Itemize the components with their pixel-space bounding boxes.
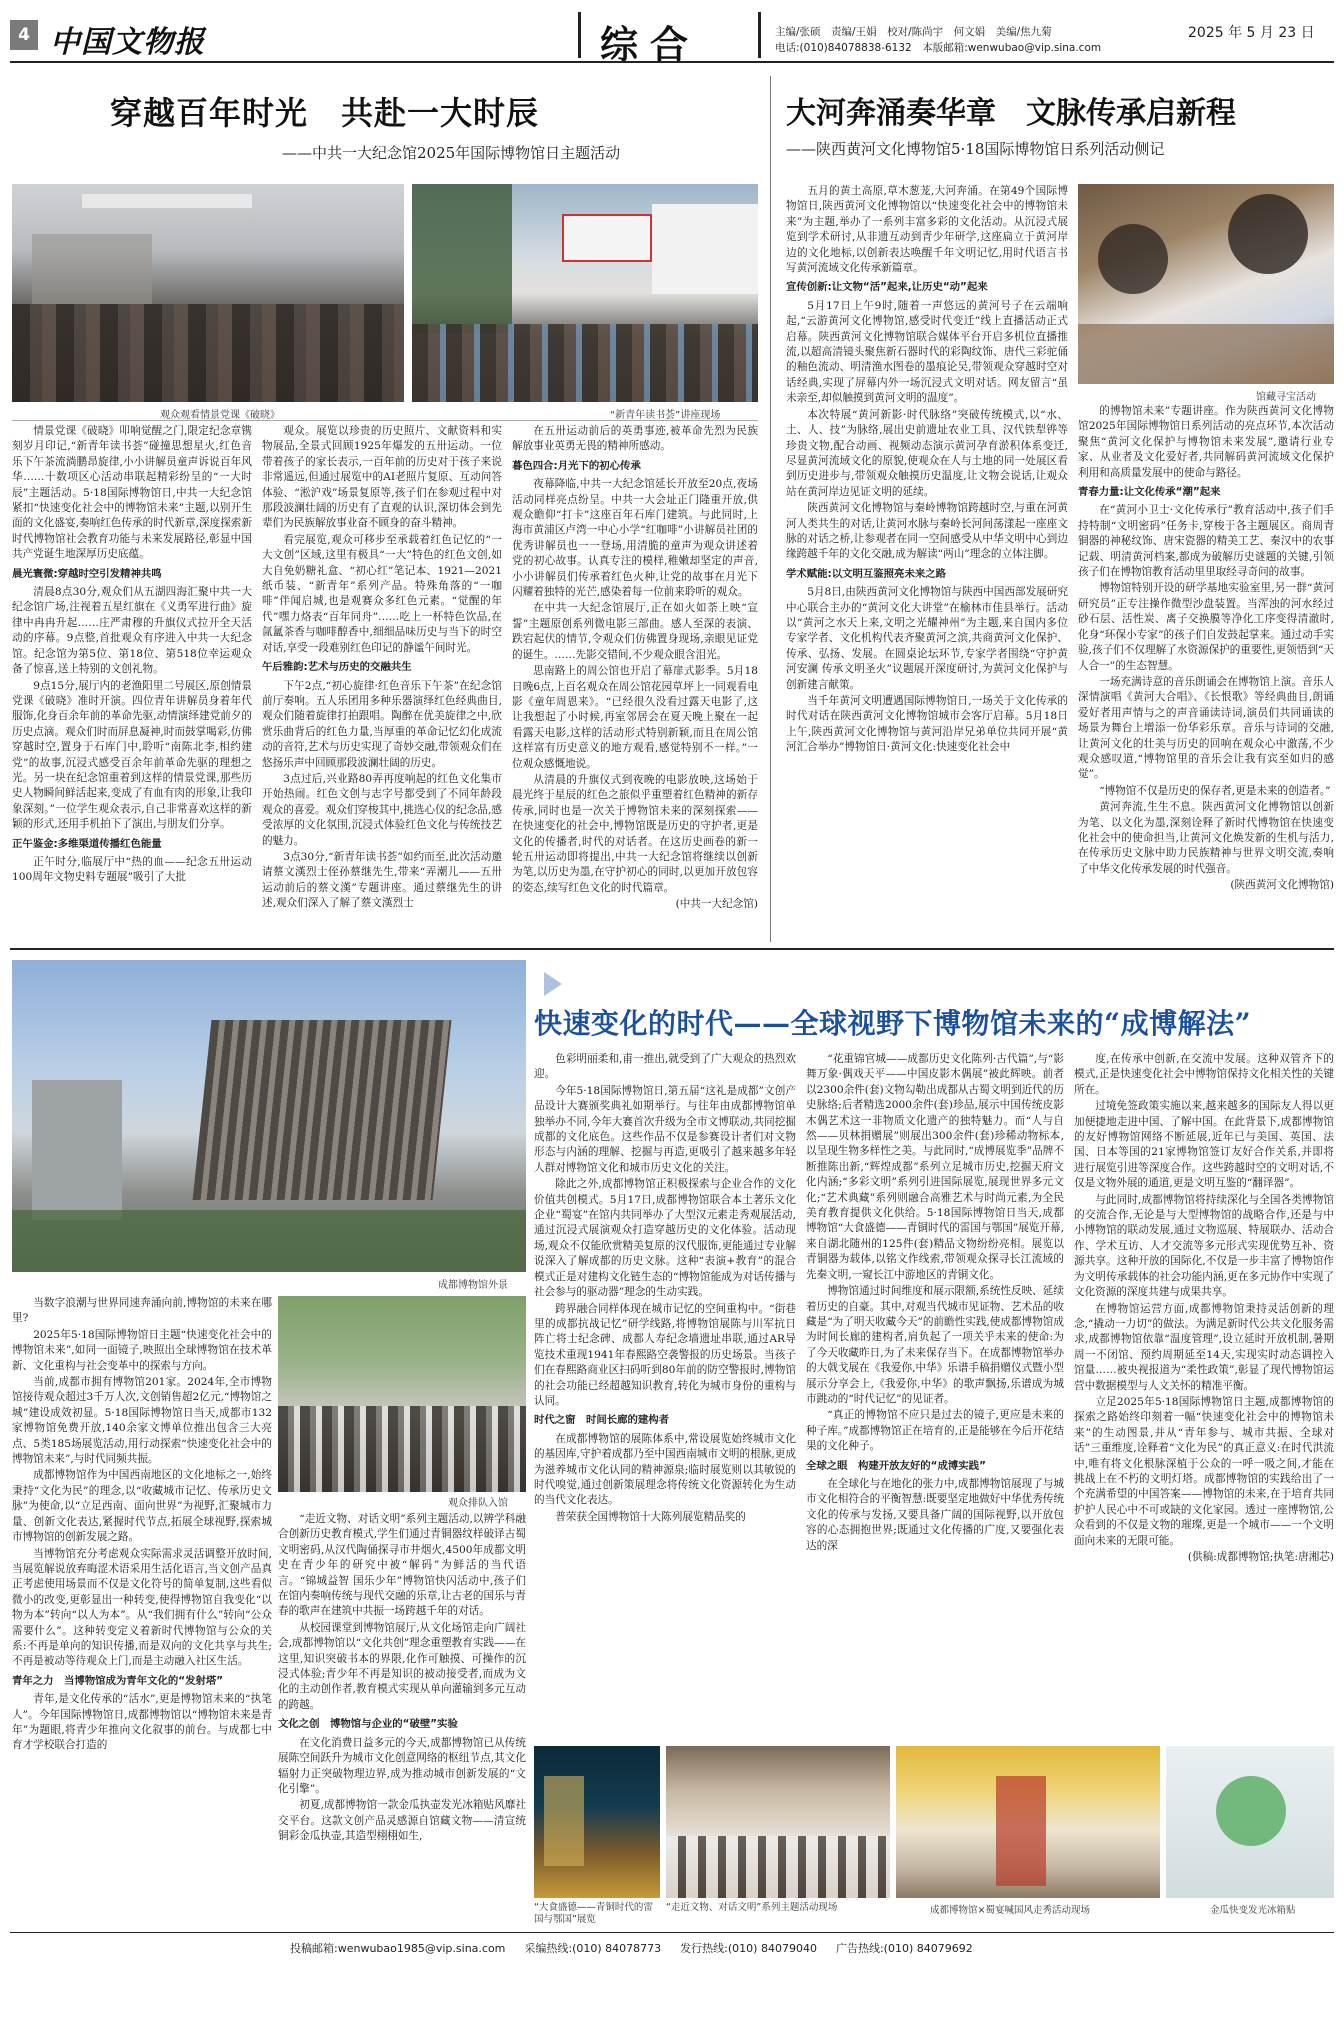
source-credit: (陕西黄河文化博物馆) xyxy=(1230,879,1334,892)
paragraph: 在“黄河小卫士·文化传承行”教育活动中,孩子们手持特制“文明密码”任务卡,穿梭于各主题展区。商周青铜器的神秘纹饰、唐宋瓷器的精美工艺、秦汉中的农事记载、明清黄河档案,都成为破解历史谜题的关键,引领孩子们在博物馆教育活动里里取经寻奇问的故事。 xyxy=(1078,504,1334,579)
paragraph: 2025年5·18国际博物馆日主题“快速变化社会中的博物馆未来”,如同一面镜子,映照出全球博物馆在技术革新、文化重构与社会变革中的探索与方向。 xyxy=(12,1328,272,1372)
section-heading: 正午鉴金:多维渠道传播红色能量 xyxy=(12,837,162,850)
photo-museum-exterior xyxy=(12,960,526,1272)
paragraph: 5月8日,由陕西黄河文化博物馆与陕西中国西部发展研究中心联合主办的“黄河文化大讲堂”在榆林市佳县举行。活动以“黄河之水天上来,文明之光耀神州”为主题,来自国内多位专家学者、文化机构代表齐聚黄河之滨,共商黄河文化保护、传承、弘扬、发展。在圆桌论坛环节,专家学者围绕“守护黄河安澜 传承文明圣火”议题展开深度研讨,为黄河文化保护与创新建言献策。 xyxy=(786,586,1068,691)
paragraph: 陕西黄河文化博物馆与秦岭博物馆跨越时空,与重在河黄河人类共生的对话,让黄河水脉与秦岭长河间荡漾起一座座文脉的对话之桥,让参观者在同一空间感受从中华文明中心到边缘跨越千年的文化交融,成为解读“两山”理念的立体注脚。 xyxy=(786,502,1068,561)
masthead-divider-left xyxy=(578,12,581,58)
footer-editorial-hotline: 采编热线:(010) 84078773 xyxy=(524,1942,662,1955)
article3-column-4 xyxy=(806,1052,1064,1740)
section-name: 综合 xyxy=(600,22,701,67)
page-number: 4 xyxy=(10,20,38,50)
paragraph: 在全球化与在地化的张力中,成都博物馆展现了与城市文化相符合的平衡智慧:既要坚定地做好中华优秀传统文化的传承与发扬,又要具备广阔的国际视野,以开放包容的心态拥抱世界;既通过文化传播的广度,又要强化表达的深 xyxy=(806,1477,1064,1552)
paragraph: “走近文物、对话文明”系列主题活动,以辨学科融合创新历史教育模式,学生们通过青铜器纹样破译古蜀文明密码,从汉代陶俑探寻市井烟火,4500年成都文明史在青少年的研究中被“解码”为鲜活的当代语言。“锦城益智 国乐少年”博物馆快闪活动中,孩子们在馆内奏响传统与现代交融的乐章,让古老的国乐与青春的歌声在建筑中共振一场跨越千年的对话。 xyxy=(278,1513,526,1618)
photo-treasure-hunt xyxy=(1078,184,1334,384)
footer-email: 投稿邮箱:wenwubao1985@vip.sina.com xyxy=(290,1942,506,1955)
section-heading: 时代之窗 时间长廊的建构者 xyxy=(534,1414,670,1427)
paragraph: 今年5·18国际博物馆日,第五届“这礼是成都”文创产品设计大赛颁奖典礼如期举行。与往年由成都博物馆单独举办不同,今年大赛首次升级为全市文博联动,共同挖掘成都的文化底色。这些作品不仅是参赛设计者们对文物形态与内涵的理解、挖掘与再造,更吸引了越来越多年轻人群对博物馆文化和城市历史文化的关注。 xyxy=(534,1084,796,1174)
paragraph: 思南路上的周公馆也开启了幕扉式影季。5月18日晚6点,上百名观众在周公馆花园草坪上一同观看电影《童年周恩来》。“已经很久没看过露天电影了,这让我想起了小时候,再室邻居会在夏天晚上聚在一起看露天电影,这样的活动形式特别新颖,而且在周公馆这样富有历史意义的地方观看,感觉特别不一样。”一位观众感慨地说。 xyxy=(512,665,758,770)
paragraph: 黄河奔流,生生不息。陕西黄河文化博物馆以创新为笔、以文化为墨,深刻诠释了新时代博物馆在快速变化社会中的使命担当,让黄河文化焕发新的生机与活力,在传承历史文脉中助力民族精神与世界文明交流,奏响了中华文化传承发展的时代强音。 xyxy=(1078,801,1334,875)
paragraph: 当千年黄河文明遭遇国际博物馆日,一场关于文化传承的时代对话在陕西黄河文化博物馆城市会客厅启幕。5月18日上午,陕西黄河文化博物馆与黄河沿岸兄弟单位共同开展“黄河汇合举办”博物馆日·黄河文化:快速变化社会中 xyxy=(786,695,1068,754)
caption-queue: 观众排队入馆 xyxy=(448,1498,508,1509)
arrow-icon xyxy=(544,972,562,996)
paragraph: 正午时分,临展厅中“热的血——纪念五卅运动100周年文物史料专题展”吸引了大批 xyxy=(12,855,252,884)
paragraph: 当前,成都市拥有博物馆201家。2024年,全市博物馆接待观众超过3千万人次,文创销售超2亿元,“博物馆之城”建设成效初显。5·18国际博物馆日当天,成都市132家博物馆免费开放,140余家文博单位推出包含三大亮点、5类185场展览活动,用行动探索“快速变化社会中的博物馆未来”,与时代同频共振。 xyxy=(12,1376,272,1466)
masthead-divider-right xyxy=(758,12,761,58)
article2-column-2 xyxy=(1078,404,1334,936)
article-separator xyxy=(10,948,1334,950)
footer-distribution-hotline: 发行热线:(010) 84079040 xyxy=(680,1942,817,1955)
photo-audience-class xyxy=(12,184,404,402)
paragraph: 夜幕降临,中共一大纪念馆延长开放至20点,夜场活动同样亮点纷呈。中共一大会址正门隆重开放,供观众瞻仰“打卡”这座百年石库门建筑。与此同时,上海市黄浦区卢湾一中心小学“红咖啡”小讲解员社团的优秀讲解员也一一登场,用清脆的童声为观众讲述着党的初心故事。认真专注的模样,稚嫩却坚定的声音,小小讲解员们传承着红色火种,让党的故事在月光下闪耀着独特的光芒,感染着每一位前来聆听的观众。 xyxy=(512,478,758,599)
paragraph: 博物馆通过时间维度和展示限额,系统性反映、延续着历史的自豪。其中,对观当代城市见证物、艺术品的收藏是“为了明天收藏今天”的前瞻性实践,使成都博物馆成为时间长廊的建构者,肩负起了一项关乎未来的使命:为了今天收藏昨日,为了未来保存当下。在成都博物馆举办的大戟戈展在《我爱你,中华》乐谱手稿捐赠仪式暨小型展示分享会上,《我爱你,中华》的歌声飘扬,乐谱成为城市跳动的“时代记忆”的见证者。 xyxy=(806,1285,1064,1405)
paragraph: 跨界融合同样体现在城市记忆的空间重构中。“街巷里的成都抗战记忆”研学线路,将博物馆展陈与川军抗日阵亡将士纪念碑、成都人寿纪念墙遗址串联,通过AR导览技术重现1941年春熙路空袭警报的历史场景。当孩子们在春熙路商业区扫码听到80年前的防空警报时,博物馆的社会功能已经超越知识教育,转化为城市身份的重构与认同。 xyxy=(534,1302,796,1407)
article3-title: 快速变化的时代——全球视野下博物馆未来的“成博解法” xyxy=(534,1007,1252,1040)
paragraph: 普荣获全国博物馆十大陈列展览精品奖的 xyxy=(555,1510,746,1523)
section-heading: 全球之眼 构建开放友好的“成博实践” xyxy=(806,1459,986,1472)
paragraph: 立足2025年5·18国际博物馆日主题,成都博物馆的探索之路始终印刻着一幅“快速变化社会中的博物馆未来”的生动图景,并从“青年参与、城市共振、全球对话”三重维度,诠释着“文化为民”的真正意义:在时代洪流中,唯有将文化根脉深植于公众的一呼一吸之间,才能在挑战上在不朽的文明灯塔。成都博物馆的实践给出了一个充满希望的中国答案——博物馆的未来,在于培育共同护护人民心中不可或缺的文化家园。透过一座博物馆,公众看到的不仅是文物的璀璨,更是一个城市——一个文明面向未来的无限可能。 xyxy=(1074,1395,1334,1547)
masthead xyxy=(0,0,1344,67)
source-credit: (中共一大纪念馆) xyxy=(675,898,758,911)
caption-bronze: “大食盛德——青铜时代的雷国与鄂国”展览 xyxy=(534,1902,653,1925)
editors-line-1: 主编/张硕 责编/王娟 校对/陈尚宇 何文娟 美编/焦九菊 xyxy=(775,26,1052,38)
paragraph: 看完展览,观众可移步至承载着红色记忆的“一大文创”区域,这里有极具“一大”特色的红色文创,如大自免奶糖礼盒、“初心红”笔记本、1921—2021纸币装、“新青年”系列产品。特殊角落的“一咖啡”伴闻启城,也是观赛众多红色元素。“觉醒的年代”嘿力烙表“百年同舟”……吃上一杯特色饮品,在氤氲茶香与咖啡醇香中,细细品味历史与当下的时空对话,享受一段难别红色印记的静谧午间时光。 xyxy=(262,533,502,654)
paragraph: “花重锦官城——成都历史文化陈列·古代篇”,与“影舞万象·偶戏天平——中国皮影木偶展”被此辉映。前者以2300余件(套)文物勾勒出成都从古蜀文明到近代的历史脉络;后者精选2000余件(套)珍品,展示中国传统皮影木偶艺术这一非物质文化遗产的独特魅力。而“人与自然——贝林捐赠展”则展出300余件(套)珍稀动物标本,以呈现生物多样性之美。与此同时,“成博展览季”品牌不断推陈出新,“辉煌成都”系列立足城市历史,挖掘天府文化内涵;“多彩文明”系列引进国际展览,展现世界多元文化;“艺术典藏”系列则融合高雅艺术与时尚元素,为全民美育教育提供文化供给。5·18国际博物馆日当天,成都博物馆“大食盛德——青铜时代的雷国与鄂国”展览开幕,来自湖北随州的125件(套)精品文物纷纷亮相。展览以青铜器为载体,以铭文作线索,带领观众探寻长江流域的先秦文明,一窥长江中游地区的青铜文化。 xyxy=(806,1053,1064,1281)
paper-name: 中国文物报 xyxy=(50,25,205,60)
paragraph: 成都博物馆作为中国西南地区的文化地标之一,始终秉持“文化为民”的理念,以“收藏城市记忆、传承历史文脉”为使命,以“立足西南、面向世界”为视野,汇聚城市力量、创新文化表达,紧握时代节点,拓展全球视野,探索城市博物馆的创新发展之路。 xyxy=(12,1469,272,1544)
paragraph: 度,在传承中创新,在交流中发展。这种双管齐下的模式,正是快速变化社会中博物馆保持文化相关性的关键所在。 xyxy=(1074,1053,1334,1096)
article3-column-5 xyxy=(1074,1052,1334,1740)
paragraph: 博物馆特别开设的研学基地实验室里,另一群“黄河研究员”正专注操作微型沙盘装置。当浑浊的河水经过砂石层、活性炭、离子交换膜等净化工序变得清澈时,化身“环保小专家”的孩子们自发鼓起掌来。通过动手实验,孩子们不仅理解了水资源保护的重要性,更领悟到“天人合一”的生态智慧。 xyxy=(1078,582,1334,672)
article1-column-3 xyxy=(512,424,758,936)
paragraph: 五月的黄土高原,草木葱茏,大河奔涌。在第49个国际博物馆日,陕西黄河文化博物馆以“快速变化社会中的博物馆未来”为主题,举办了一系列丰富多彩的文化活动。从沉浸式展览到学术研讨,从非遗互动到青少年研学,这座扁立于黄河岸边的文化地标,以创新表达唤醒千年文明记忆,用时代语言书写黄河流域文化传承新篇章。 xyxy=(786,185,1068,275)
photo-dialogue-event xyxy=(666,1746,890,1898)
article1-title: 穿越百年时光 共赴一大时辰 xyxy=(110,94,540,132)
paragraph: 在文化消费日益多元的今天,成都博物馆已从传统展陈空间跃升为城市文化创意网络的枢纽节点,其文化辐射力正突破物理边界,成为推动城市创新发展的“文化引擎”。 xyxy=(278,1736,526,1795)
masthead-rule xyxy=(10,61,1334,63)
section-heading: 暮色四合:月光下的初心传承 xyxy=(512,459,641,472)
footer xyxy=(290,1940,1190,1956)
paragraph: 青年,是文化传承的“活水”,更是博物馆未来的“执笔人”。今年国际博物馆日,成都博物馆以“博物馆未来是青年”为题眼,将青少年推向文化叙事的前台。与成都七中育才学校联合打造的 xyxy=(12,1693,272,1752)
footer-rule xyxy=(10,1932,1334,1933)
vertical-divider xyxy=(770,76,771,942)
paragraph: 与此同时,成都博物馆将持续深化与全国各类博物馆的交流合作,无论是与大型博物馆的战略合作,还是与中小博物馆的联动发展,通过文物巡展、特展联办、活动合作、学术互访、人才交流等多元形式实现优势互补、资源共享。这种开放的国际化,不仅是一步丰富了博物馆作为文明传承载体的社会功能内涵,更在多元协作中实现了文化资源的深度共建与成果共享。 xyxy=(1074,1193,1334,1299)
article3-column-1 xyxy=(12,1296,272,1922)
paragraph: 色彩明丽柔和,甫一推出,就受到了广大观众的热烈欢迎。 xyxy=(534,1053,796,1081)
paragraph: 下午2点,“初心旋律·红色音乐下午茶”在纪念馆前厅奏响。五人乐团用多种乐器演绎红色经典曲目,观众们随着旋律打拍跟唱。陶醉在优美旋律之中,欣赏乐曲背后的红色力量,当厚重的革命记忆幻化成流动的音符,艺术与历史实现了奇妙交融,带领观众们在悠扬乐声中回顾那段波澜壮阔的历史。 xyxy=(262,679,502,769)
paragraph: 3点过后,兴业路80弄再度响起的红色文化集市开始热闹。红色文创与志字号都受到了不同年龄段观众的喜爱。观众们穿梭其中,挑选心仪的纪念品,感受浓厚的文化氛围,沉浸式体验红色文化与传统技艺的魅力。 xyxy=(262,772,502,847)
section-heading: 晨光寰微:穿越时空引发精神共鸣 xyxy=(12,567,162,580)
section-heading: 文化之创 博物馆与企业的“破壁”实验 xyxy=(278,1718,458,1731)
section-heading: 学术赋能:以文明互鉴照亮未来之路 xyxy=(786,567,947,580)
paragraph: 清晨8点30分,观众们从五湖四海汇聚中共一大纪念馆广场,注视着五星红旗在《义勇军进行曲》旋律中冉冉升起……庄严肃穆的升旗仪式拉开全天活动的序幕。9点整,首批观众有序进入中共一大纪念馆。纪念馆为第5位、第18位、第518位幸运观众备了惊喜,送上特别的文创礼物。 xyxy=(12,586,252,676)
photo-reading-lecture xyxy=(412,184,758,402)
paragraph: 当博物馆充分考虑观众实际需求灵活调整开放时间,当展览解说放弃晦涩术语采用生活化语言,当文创产品真正考虑使用场景而不仅是文化符号的简单复制,这些看似微小的改变,更彰显出一种转变,使得博物馆自我变化“以物为本”转向“以人为本”。从“我们拥有什么”转向“公众需要什么”。这种转变定义着新时代博物馆与公众的关系:不再是单向的知识传播,而是双向的文化共享与共生;不再是被动等待观众上门,而是主动融入社区生活。 xyxy=(12,1547,272,1668)
article2-subtitle: ——陕西黄河文化博物馆5·18国际博物馆日系列活动侧记 xyxy=(786,140,1165,158)
caption-exterior: 成都博物馆外景 xyxy=(438,1280,508,1291)
paragraph: 5月17日上午9时,随着一声悠远的黄河号子在云端响起,“云游黄河文化博物馆,感受时代变迁”线上直播活动正式启幕。陕西黄河文化博物馆联合媒体平台开启多机位直播推流,以超高清镜头聚焦新石器时代的彩陶纹饰、唐代三彩驼俑的釉色流动、明清渔水图卷的墨痕论吴,带领观众穿越时空对话经典,实现了屏幕内外一场沉浸式文明对话。网友留言“虽未亲至,却似触摸到黄河文明的温度”。 xyxy=(786,299,1068,405)
paragraph: “博物馆不仅是历史的保存者,更是未来的创造者。” xyxy=(1099,784,1331,797)
paragraph: “真正的博物馆不应只是过去的镜子,更应是未来的种子库。”成都博物馆正在培育的,正是能够在今后开花结果的文化种子。 xyxy=(806,1409,1064,1453)
paragraph: 初夏,成都博物馆一款金瓜执壶发光冰箱贴风靡社交平台。这款文创产品灵感源自馆藏文物——清宣统铜彩金瓜执壶,其造型栩栩如生, xyxy=(278,1799,526,1843)
paragraph: 观众。展览以珍贵的历史照片、文献资料和实物展品,全景式回顾1925年爆发的五卅运动。一位带着孩子的家长表示,一百年前的历史对于孩子来说非常遥远,但通过展览中的AI老照片复原、互动问答体验、“淞沪戏”场景复原等,孩子们在参观过程中对那段波澜壮阔的历史有了直观的认识,深切体会到先辈们为民族解放事业奋不顾身的奋斗精神。 xyxy=(262,425,502,530)
caption-treasure: 馆藏寻宝活动 xyxy=(1256,392,1316,403)
caption-fashion: 成都博物馆×蜀宴喊国风走秀活动现场 xyxy=(930,1905,1090,1916)
photo-visitor-queue xyxy=(278,1296,526,1492)
paragraph: 除此之外,成都博物馆正积极探索与企业合作的文化价值共创模式。5月17日,成都博物馆联合本土著乐文化企业“蜀宴”在馆内共同举办了大型汉元素走秀观展活动,通过沉浸式展演观众打造穿越历史的文化体验。活动现场,观众不仅能欣赏精美复原的汉代服饰,更能通过专业解说深入了解成都的历史文脉。这种“表演+教育”的混合模式正是对建构文化链生态的“博物馆能成为对话传播与社会参与的驱动器”理念的生动实践。 xyxy=(534,1178,796,1299)
issue-date: 2025 年 5 月 23 日 xyxy=(1188,25,1315,41)
caption-audience: 观众观看情景党课《破晓》 xyxy=(160,410,280,421)
photo-fashion-show xyxy=(896,1746,1160,1898)
paragraph: 9点15分,展厅内的老渔阳里二号展区,原创情景党课《破晓》准时开演。四位青年讲解员身着年代服饰,化身百余年前的革命先驱,动情演绎建党前夕的历史点滴。观众们时而屏息凝神,时而鼓掌喝彩,仿佛穿越时空,置身于石库门中,聆听“南陈北李,相约建党”的故事,沉浸式感受百余年前革命先驱的理想之光。另一块在纪念馆重着到这样的情景党课,那些历史人物瞬间鲜活起来,变成了有血有肉的形象,让我印象深刻。”一位学生观众表示,自己非常喜欢这样的新颖的形式,还用手机拍下了演出,与朋友们分享。 xyxy=(12,679,252,831)
paragraph: 当数字浪潮与世界同速奔涌向前,博物馆的未来在哪里? xyxy=(12,1297,272,1325)
paragraph: 从清晨的升旗仪式到夜晚的电影放映,这场始于晨光终于星辰的红色之旅似乎重塑着红色精神的新存传承,同时也是一次关于博物馆未来的深刻探索——在快速变化的社会中,博物馆既是历史的守护者,更是文化的传播者,时代的对话者。在这历史画卷的新一轮五卅运动即将提出,中共一大纪念馆将继续以创新为笔,以历史为墨,在守护初心的同时,以更加开放包容的姿态,续写红色文化的时代篇章。 xyxy=(512,773,758,894)
paragraph: 在博物馆运营方面,成都博物馆秉持灵活创新的理念,“撬动一力切”的做法。为满足新时代公共文化服务需求,成都博物馆依靠“温度管理”,设立延时开放机制,暑期周一不闭馆、预约周期延至14天,实现实时动态调控入馆量……被央视报道为“柔性政策”,彰显了现代博物馆运营中数据模型与人文关怀的精准平衡。 xyxy=(1074,1302,1334,1392)
section-heading: 宣传创新:让文物“活”起来,让历史“动”起来 xyxy=(786,281,988,294)
caption-reading: “新青年读书荟”讲座现场 xyxy=(610,410,721,421)
article1-column-1 xyxy=(12,424,252,936)
section-heading: 午后雅韵:艺术与历史的交融共生 xyxy=(262,661,412,674)
caption-dialogue: “走近文物、对话文明”系列主题活动现场 xyxy=(666,1902,838,1913)
article2-title: 大河奔涌奏华章 文脉传承启新程 xyxy=(786,96,1236,131)
caption-magnet: 金瓜快变发光冰箱贴 xyxy=(1210,1905,1296,1916)
paragraph: 的博物馆未来”专题讲座。作为陕西黄河文化博物馆2025年国际博物馆日系列活动的亮点环节,本次活动聚焦“黄河文化保护与博物馆未来发展”,邀请行业专家、从业者及文化爱好者,共同解码黄河流域文化保护利用和高质量发展中的使命与路径。 xyxy=(1078,405,1334,479)
editors-line-2: 电话:(010)84078838-6132 本版邮箱:wenwubao@vip.sina.com xyxy=(775,42,1102,54)
section-heading: 青春力量:让文化传承“潮”起来 xyxy=(1078,486,1221,499)
paragraph: 在五卅运动前后的英勇事迹,被革命先烈为民族解放事业英勇无畏的精神所感动。 xyxy=(512,425,758,453)
section-heading: 青年之力 当博物馆成为青年文化的“发射塔” xyxy=(12,1674,224,1687)
paragraph: 在中共一大纪念馆展厅,正在如火如荼上映“宣誓”主题原创系列微电影三部曲。感人至深的表演、跌宕起伏的情节,令观众们仿佛置身现场,亲眼见证党的诞生。……先影交错间,不少观众眼含泪光。 xyxy=(512,602,758,661)
photo-fridge-magnet xyxy=(1166,1746,1334,1898)
paragraph: 3点30分,“新青年读书荟”如约而至,此次活动邀请蔡文漢烈士侄孙蔡继先生,带来“弄潮儿——五卅运动前后的蔡文漢”专题讲座。通过蔡继先生的讲述,观众们深入了解了蔡文漢烈士 xyxy=(262,850,502,910)
article3-column-3 xyxy=(534,1052,796,1740)
article1-rule xyxy=(12,420,758,421)
paragraph: 过境免签政策实施以来,越来越多的国际友人得以更加便捷地走进中国、了解中国。在此背景下,成都博物馆的友好博物馆网络不断延展,近年已与美国、英国、法国、日本等国的21家博物馆签订友好合作关系,并即将进行展览引进等深度合作。这些跨越时空的文明对话,不仅是文物外展的通道,更是文明互鉴的“翻译器”。 xyxy=(1074,1100,1334,1190)
photo-bronze-exhibition xyxy=(534,1746,660,1898)
paragraph: 本次特展“黄河新影·时代脉络”突破传统模式,以“水、土、人、技”为脉络,展出史前遗址农业工具、汉代铁犁铧等珍贵文物,配合动画、视频动态演示黄河孕育淤积体系变迁,尽显黄河流域文化的原貌,使观众在人与土地的同一处展区看到历史进步与,带领观众触摸历史温度,让文物会说话,让观众站在黄河岸边见证文明的延续。 xyxy=(786,408,1068,498)
paragraph: 情景党课《破晓》叩响觉醒之门,限定纪念章镌刻岁月印记,“新青年读书荟”碰撞思想星火,红色音乐下午茶流淌鹏昂旋律,小小讲解员童声诉说百年风华……十数项区心活动串联起精彩纷呈的“一大时辰”主题活动。5·18国际博物馆日,中共一大纪念馆紧扣“快速变化社会中的博物馆未来”主题,以别开生面的文化盛宴,奏响红色传承的时代新章,深度探索新时代博物馆社会教育功能与未来发展路径,彰显中国共产党诞生地深厚历史底蕴。 xyxy=(12,425,252,561)
paragraph: 从校园课堂到博物馆展厅,从文化场馆走向广阔社会,成都博物馆以“文化共创”理念重塑教育实践——在这里,知识突破书本的界限,化作可触摸、可操作的沉浸式体验;青少年不再是知识的被动接受者,而成为文化的主动创作者,教育模式实现从单向灌输到多元互动的跨越。 xyxy=(278,1621,526,1711)
footer-ad-hotline: 广告热线:(010) 84079692 xyxy=(835,1942,973,1955)
article1-column-2 xyxy=(262,424,502,936)
article2-column-1 xyxy=(786,184,1068,936)
source-credit: (供稿:成都博物馆;执笔:唐湘芯) xyxy=(1187,1551,1334,1563)
article3-column-2 xyxy=(278,1512,526,1922)
article1-subtitle: ——中共一大纪念馆2025年国际博物馆日主题活动 xyxy=(282,144,621,162)
paragraph: 在成都博物馆的展陈体系中,常设展览始终城市文化的基因库,守护着成都乃至中国西南城市文明的根脉,更成为滋养城市文化认同的精神源泉;临时展览则以其敏锐的时代嗅觉,通过创新策展理念将传统文化资源转化为生动的当代文化表达。 xyxy=(534,1432,796,1507)
paragraph: 一场充满诗意的音乐朗诵会在博物馆上演。音乐人深情演唱《黄河大合唱》、《长恨歌》等经典曲目,朗诵爱好者用声情与之的声音诵读诗词,演员们共同诵读的场景为舞台上增添一份华彩乐章。音乐与诗词的交融,让黄河文化的壮美与历史的回响在观众心中激荡,不少观众感叹道,“博物馆里的音乐会让我有宾至如归的感觉”。 xyxy=(1078,675,1334,781)
